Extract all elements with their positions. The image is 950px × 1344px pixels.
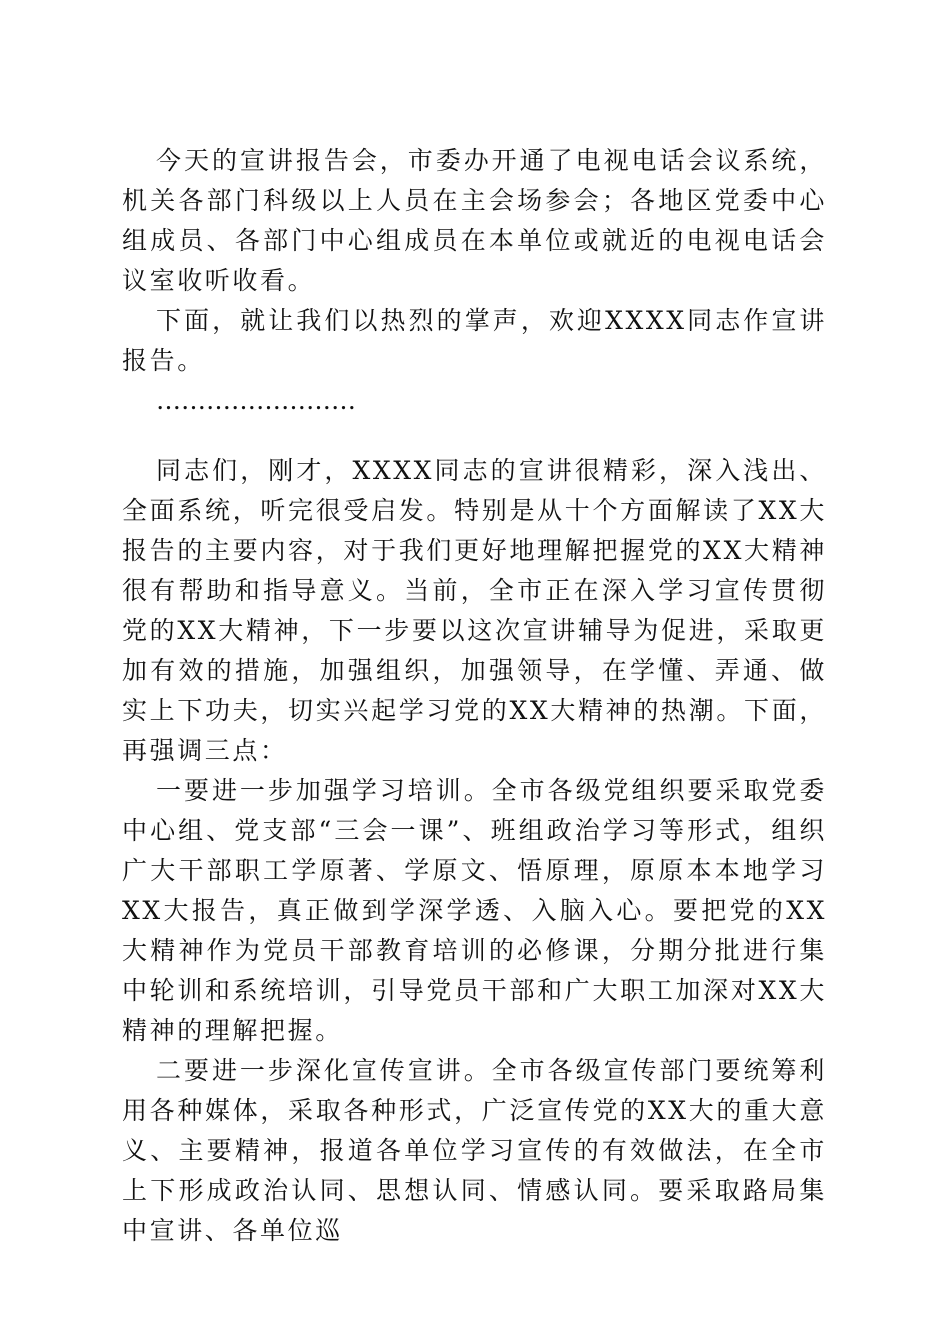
paragraph-gap: [122, 421, 827, 451]
paragraph-summary: 同志们，刚才，XXXX同志的宣讲很精彩，深入浅出、全面系统，听完很受启发。特别是从十个方面解读了XX大报告的主要内容，对于我们更好地理解把握党的XX大精神很有帮助和指导意义。当前，全市正在深入学习宣传贯彻党的XX大精神，下一步要以这次宣讲辅导为促进，采取更加有效的措施，加强组织，加强领导，在学懂、弄通、做实上下功夫，切实兴起学习党的XX大精神的热潮。下面，再强调三点：: [122, 456, 827, 765]
paragraph-welcome: 下面，就让我们以热烈的掌声，欢迎XXXX同志作宣讲报告。: [122, 306, 827, 375]
paragraph-meeting-intro: 今天的宣讲报告会，市委办开通了电视电话会议系统，机关各部门科级以上人员在主会场参会；各地区党委中心组成员、各部门中心组成员在本单位或就近的电视电话会议室收听收看。: [122, 146, 827, 295]
paragraph-point-one: 一要进一步加强学习培训。全市各级党组织要采取党委中心组、党支部“三会一课”、班组政治学习等形式，组织广大干部职工学原著、学原文、悟原理，原原本本地学习XX大报告，真正做到学深学透、入脑入心。要把党的XX大精神作为党员干部教育培训的必修课，分期分批进行集中轮训和系统培训，引导党员干部和广大职工加深对XX大精神的理解把握。: [122, 776, 827, 1045]
separator-dots: ……………………: [156, 386, 356, 415]
paragraph-point-two: 二要进一步深化宣传宣讲。全市各级宣传部门要统筹利用各种媒体，采取各种形式，广泛宣传党的XX大的重大意义、主要精神，报道各单位学习宣传的有效做法，在全市上下形成政治认同、思想认同、情感认同。要采取路局集中宣讲、各单位巡: [122, 1056, 827, 1245]
document-body: [122, 141, 827, 1251]
